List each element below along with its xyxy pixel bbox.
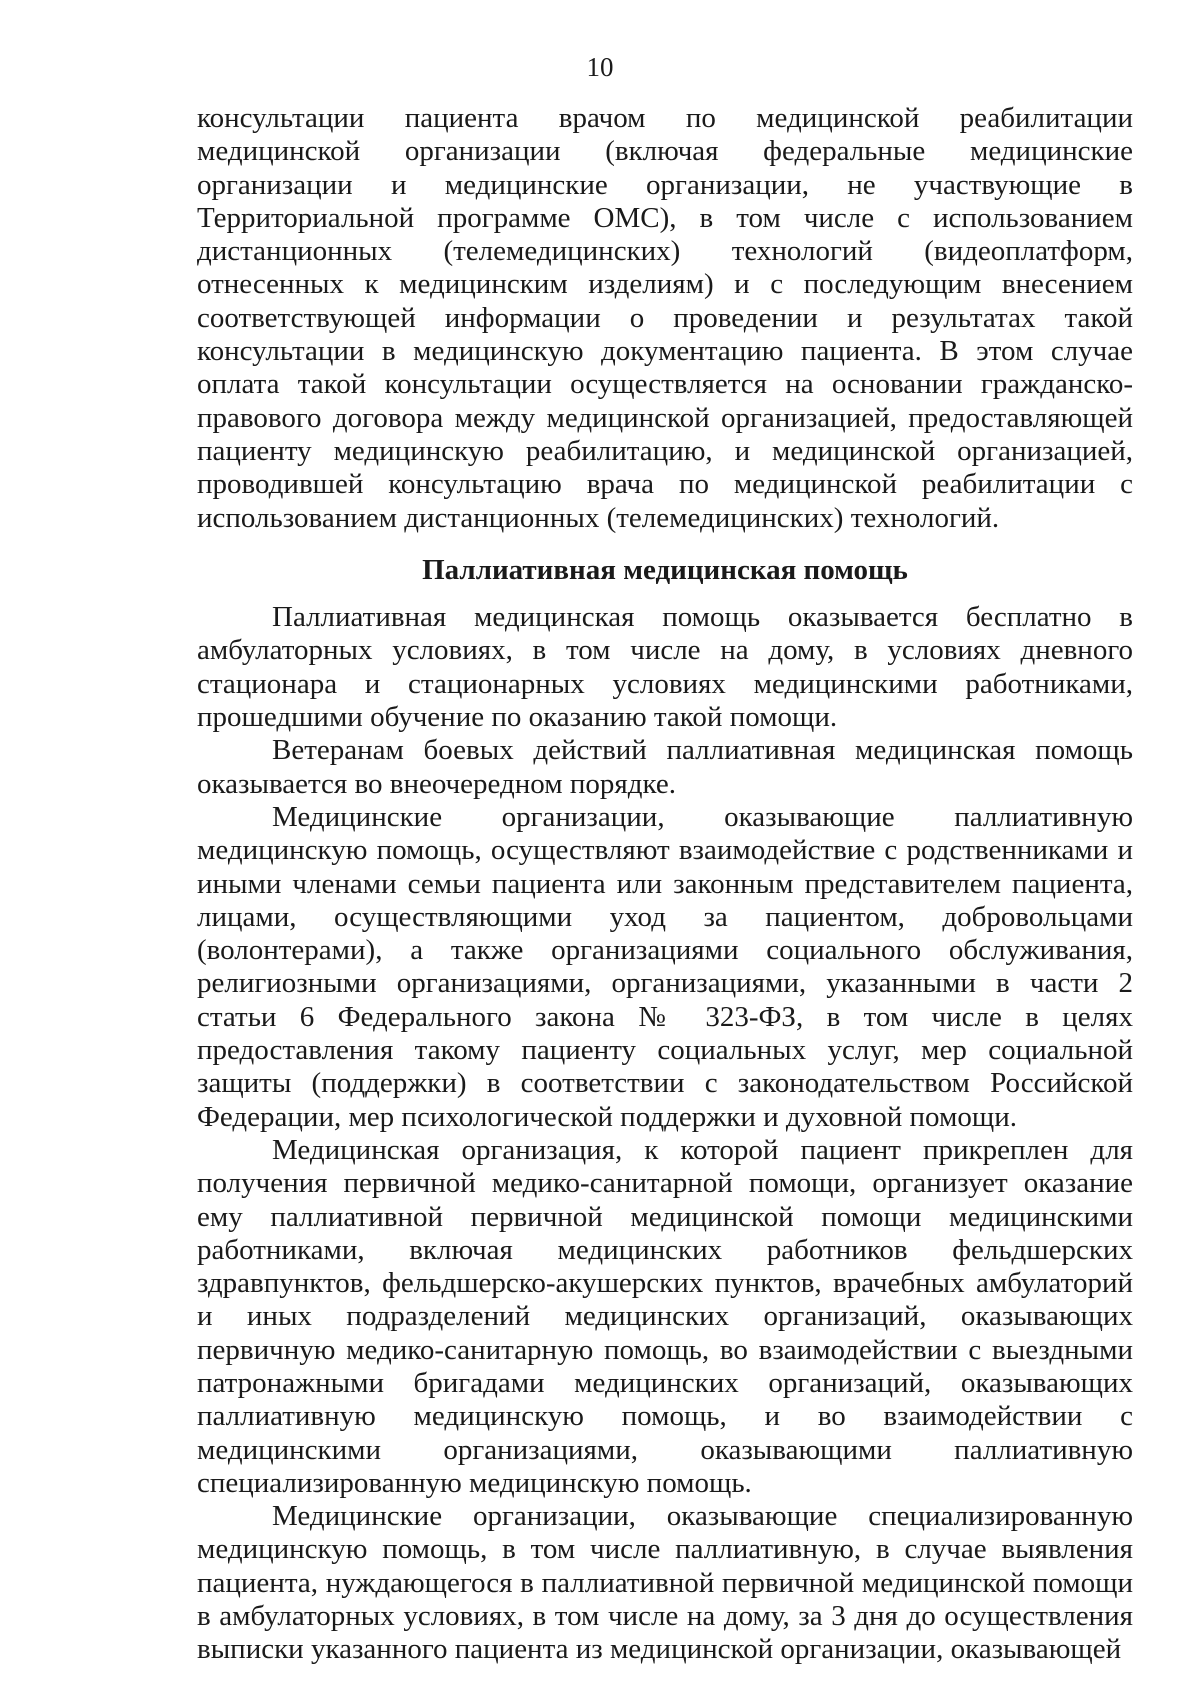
continuation-paragraph: консультации пациента врачом по медицинской реабилитации медицинской организации (включая федеральные медицинские организации и медицинские организации, не участвующие в Территориальной программе ОМС), в том числе с использованием дистанционных (телемедицинских) технологий (видеоплатформ, отнесенных к медицинским изделиям) и с последующим внесением соответствующей информации о проведении и результатах такой консультации в медицинскую документацию пациента. В этом случае оплата такой консультации осуществляется на основании гражданско-правового договора между медицинской организацией, предоставляющей пациенту медицинскую реабилитацию, и медицинской организацией, проводившей консультацию врача по медицинской реабилитации с использованием дистанционных (телемедицинских) технологий. [197, 102, 1133, 534]
paragraph-veterans-priority: Ветеранам боевых действий паллиативная медицинская помощь оказывается во внеочередном порядке. [197, 734, 1133, 800]
paragraph-outpatient-palliative: Паллиативная медицинская помощь оказывается бесплатно в амбулаторных условиях, в том числе на дому, в условиях дневного стационара и стационарных условиях медицинскими работниками, прошедшими обучение по оказанию такой помощи. [197, 601, 1133, 734]
paragraph-interaction-with-relatives: Медицинские организации, оказывающие паллиативную медицинскую помощь, осуществляют взаимодействие с родственниками и иными членами семьи пациента или законным представителем пациента, лицами, осуществляющими уход за пациентом, добровольцами (волонтерами), а также организациями социального обслуживания, религиозными организациями, организациями, указанными в части 2 статьи 6 Федерального закона № 323-ФЗ, в том числе в целях предоставления такому пациенту социальных услуг, мер социальной защиты (поддержки) в соответствии с законодательством Российской Федерации, мер психологической поддержки и духовной помощи. [197, 800, 1133, 1133]
section-heading: Паллиативная медицинская помощь [422, 553, 908, 586]
document-body [197, 102, 1133, 1667]
paragraph-specialized-care-discharge: Медицинские организации, оказывающие специализированную медицинскую помощь, в том числе паллиативную, в случае выявления пациента, нуждающегося в паллиативной первичной медицинской помощи в амбулаторных условиях, в том числе на дому, за 3 дня до осуществления выписки указанного пациента из медицинской организации, оказывающей [197, 1500, 1133, 1666]
page-number: 10 [586, 52, 614, 82]
paragraph-primary-care-organization: Медицинская организация, к которой пациент прикреплен для получения первичной медико-санитарной помощи, организует оказание ему паллиативной первичной медицинской помощи медицинскими работниками, включая медицинских работников фельдшерских здравпунктов, фельдшерско-акушерских пунктов, врачебных амбулаторий и иных подразделений медицинских организаций, оказывающих первичную медико-санитарную помощь, во взаимодействии с выездными патронажными бригадами медицинских организаций, оказывающих паллиативную медицинскую помощь, и во взаимодействии с медицинскими организациями, оказывающими паллиативную специализированную медицинскую помощь. [197, 1133, 1133, 1499]
